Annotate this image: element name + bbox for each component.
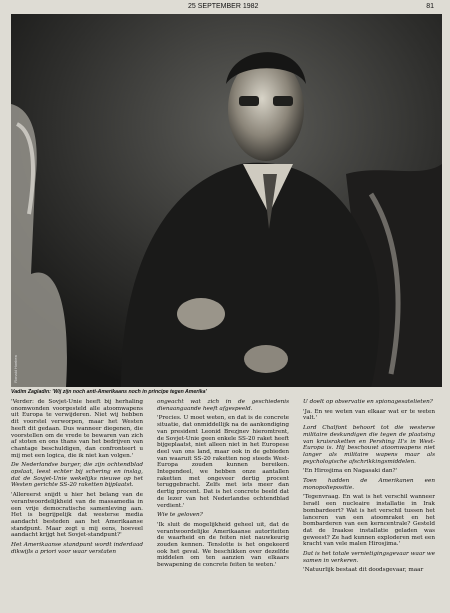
answer-paragraph: 'Verder: de Sovjet-Unie heeft bij herhaling onomwonden voorgesteld alle atoomwapens uit Europa te verwijderen. Niet wij hebben dit voorstel verworpen, maar het Westen heeft dit gedaan. Dus wanneer diegenen, die voorstellen om de vrede te bewaren van zich af stoten en ons thans van het bedrijven van chantage beschuldigen, dan confronteert u mij met een logica, die ik niet kan volgen.' [11,399,143,459]
question-paragraph: Toen hadden de Amerikanen een monopoliepositie. [303,478,435,491]
answer-paragraph: 'En Hirosjima en Nagasaki dan?' [303,468,398,475]
page-number: 81 [426,3,434,10]
photo-caption: Vadim Zagladin: 'Wij zijn noch anti-Amerikaans noch in principe tegen Amerika' [11,389,207,395]
question-paragraph: De Nederlandse burger, die zijn ochtendblad opslaat, leest echter bij schering en inslag, dat de Sovjet-Unie wekelijks nieuwe op het Westen gerichte SS-20 raketten bijplaatst. [11,462,143,489]
question-paragraph: ongeacht wat zich in de geschiedenis dienaangaande heeft afgespeeld. [157,399,289,412]
answer-paragraph: 'Allereerst snijdt u hier het belang van de verantwoordelijkheid van de massamedia in een vrije democratische samenleving aan. Het is begrijpelijk dat westerse media aandacht besteden aan het Amerikaanse standpunt. Maar zegt u mij eens, hoeveel aandacht krijgt het Sovjet-standpunt?' [11,492,143,539]
question-paragraph: Lord Chalfont behoort tot die westerse militaire deskundigen die tegen de plaatsing van kruisraketten en Pershing II's in West-Europa is. Hij beschouwt atoomwapens niet langer als militaire wapens maar als psychologische afschrikkingsmiddelen. [303,425,435,465]
answer-paragraph: 'Tegenvraag. En wat is het verschil wanneer Israël een nucleaire installatie in Irak bombardeert? Wat is het verschil tussen het lanceren van een atoomraket en het bombarderen van een kerncentrale? Gesteld dat de Iraakse installatie geladen was geweest? Ze had kunnen exploderen met een kracht van vele malen Hirosjima.' [303,494,435,548]
question-paragraph: U doelt op observatie en spionagesatelieten? [303,399,433,405]
answer-paragraph: 'Ja. En we weten van elkaar wat er te weten valt.' [303,408,435,422]
question-paragraph: Dat is het totale vernietigingsgevaar waar we samen in verkeren. [303,551,435,564]
question-paragraph: Het Amerikaanse standpunt wordt inderdaad dikwijls a priori voor waar verstaten [11,542,143,555]
article-column-3 [303,399,435,577]
issue-date: 25 SEPTEMBER 1982 [188,3,259,10]
article-column-1 [11,399,143,558]
photo-credit: Ronald Hoeben [13,355,18,383]
answer-paragraph: 'Ik sluit de mogelijkheid geheel uit, dat de verantwoordelijke Amerikaanse autoriteiten de waarheid en de feiten niet nauwkeurig zouden kennen. Tenslotte is het ongekeerd ook het geval. We beschikken over dezelfde middelen om ten aanzien van elkaars bewapening de concrete feiten te weten.' [157,521,289,569]
portrait-photo [11,14,442,387]
answer-paragraph: 'Natuurlijk bestaat dit doodsgevaar, maar [303,567,424,574]
question-paragraph: Wie te geloven? [157,512,203,519]
portrait-image [11,14,442,387]
page-header [0,0,450,14]
article-column-2 [157,399,289,572]
answer-paragraph: 'Precies. U moet weten, en dat is de concrete situatie, dat onmiddellijk na de aankondiging van president Leonid Brezjnev hieromtrent, de Sovjet-Unie geen enkele SS-20 raket heeft bijgeplaatst, niet alleen niet in het Europese deel van ons land, maar ook in de gebieden van waaruit SS-20 raketten nog steeds West-Europa zouden kunnen bereiken. Integendeel, we hebben onze aantallen raketten met ongeveer dertig procent teruggebracht. Zelfs met iets meer dan dertig procent. Dat is het concrete beeld dat de lezer van het Nederlandse ochtendblad verdient.' [157,415,289,509]
